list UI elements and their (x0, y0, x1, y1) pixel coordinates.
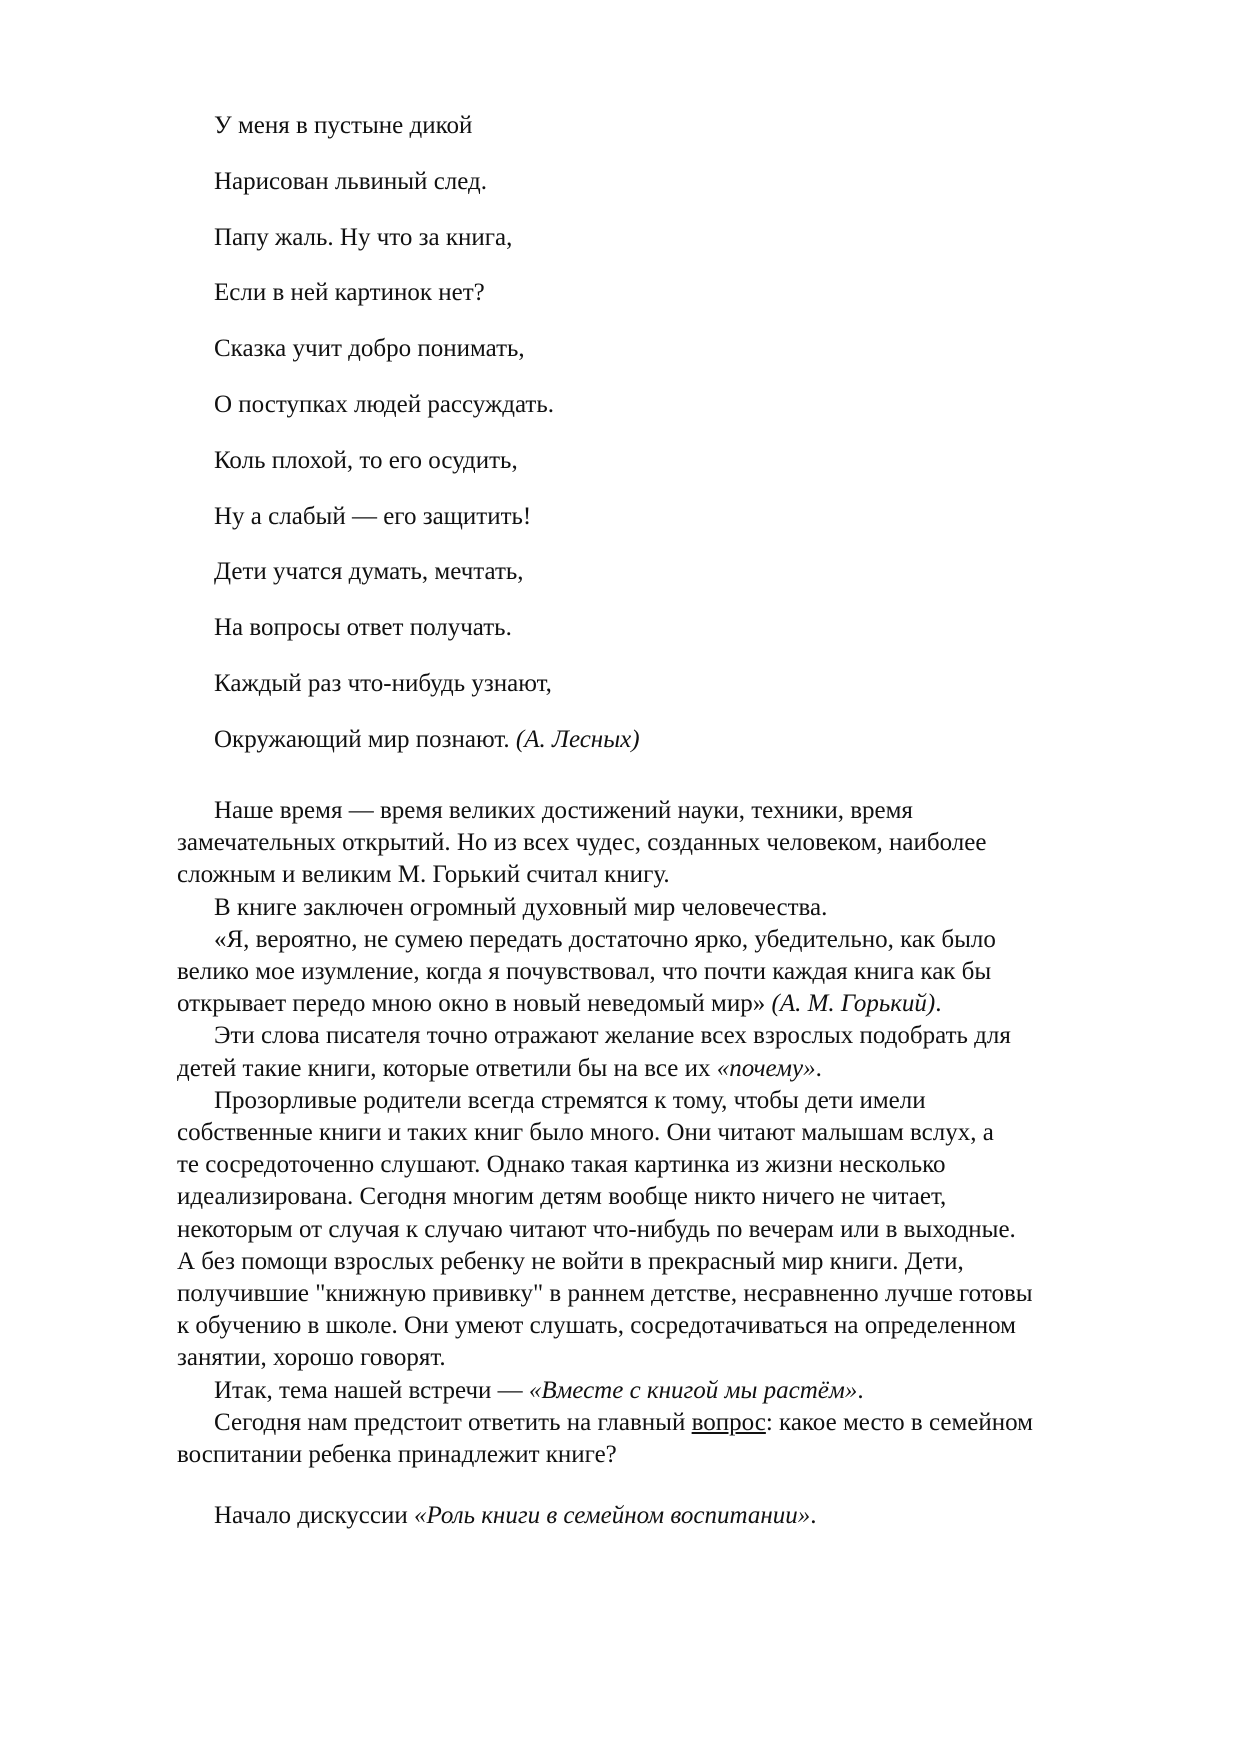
text-segment: Начало дискуссии (214, 1502, 414, 1529)
text-line: Эти слова писателя точно отражают желание всех взрослых подобрать для (214, 1022, 1011, 1050)
paragraph-7 (177, 1407, 1137, 1471)
poem-attribution: (А. Лесных) (515, 725, 640, 753)
punctuation: . (815, 1054, 822, 1082)
poem-line: Сказка учит добро понимать, (214, 335, 525, 363)
text-line: замечательных открытий. Но из всех чудес, созданных человеком, наиболее (177, 829, 987, 857)
poem-line: Дети учатся думать, мечтать, (214, 558, 524, 586)
punctuation: . (810, 1502, 817, 1529)
poem-line: Папу жаль. Ну что за книга, (214, 223, 513, 251)
discussion-start (214, 1500, 817, 1532)
text-line: те сосредоточенно слушают. Однако такая картинка из жизни несколько (177, 1151, 946, 1179)
text-segment: детей такие книги, которые ответили бы на все их (177, 1054, 717, 1082)
poem-line: Ну а слабый — его защитить! (214, 502, 532, 530)
text-line: велико мое изумление, когда я почувствовал, что почти каждая книга как бы (177, 958, 992, 986)
text-segment: Итак, тема нашей встречи — (214, 1376, 529, 1404)
paragraph-4 (177, 1020, 1137, 1084)
text-line: идеализирована. Сегодня многим детям вообще никто ничего не читает, (177, 1183, 947, 1211)
text-segment: Сегодня нам предстоит ответить на главный (214, 1408, 692, 1436)
discussion-title: «Роль книги в семейном воспитании» (413, 1502, 811, 1529)
poem-line: О поступках людей рассуждать. (214, 390, 554, 418)
text-line (177, 1053, 1137, 1085)
text-line: Прозорливые родители всегда стремятся к тому, чтобы дети имели (214, 1086, 926, 1114)
text-line (177, 1375, 1137, 1407)
paragraph-2 (177, 892, 1137, 924)
poem-line: Если в ней картинок нет? (214, 279, 485, 307)
poem-line: Нарисован львиный след. (214, 167, 487, 195)
paragraph-6-topic (177, 1375, 1137, 1407)
text-line: А без помощи взрослых ребенку не войти в прекрасный мир книги. Дети, (177, 1247, 964, 1275)
paragraph-1 (177, 795, 1137, 892)
meeting-topic: «Вместе с книгой мы растём» (528, 1376, 858, 1404)
paragraph-3-quote (177, 924, 1137, 1021)
poem-line: У меня в пустыне дикой (214, 112, 473, 139)
poem (214, 112, 640, 754)
text-line: Наше время — время великих достижений науки, техники, время (214, 797, 913, 824)
quote-attribution: (А. М. Горький) (771, 990, 936, 1018)
body-text (177, 795, 1137, 1471)
quote-end-text: открывает передо мною окно в новый неведомый мир» (177, 990, 772, 1018)
text-line (177, 988, 1137, 1020)
underlined-link[interactable]: вопрос (691, 1408, 766, 1436)
punctuation: . (857, 1376, 864, 1404)
poem-line: Коль плохой, то его осудить, (214, 446, 518, 474)
punctuation: . (935, 990, 942, 1018)
text-line: собственные книги и таких книг было много. Они читают малышам вслух, а (177, 1119, 994, 1147)
paragraph-5 (177, 1085, 1137, 1375)
text-line: некоторым от случая к случаю читают что-нибудь по вечерам или в выходные. (177, 1215, 1016, 1243)
poem-line: На вопросы ответ получать. (214, 614, 512, 642)
poem-last-line-text: Окружающий мир познают. (214, 725, 516, 753)
text-line: воспитании ребенка принадлежит книге? (177, 1441, 617, 1469)
text-line (177, 1407, 1137, 1439)
poem-last-line (214, 726, 640, 754)
text-line: получившие "книжную прививку" в раннем детстве, несравненно лучше готовы (177, 1280, 1033, 1308)
text-line: к обучению в школе. Они умеют слушать, сосредотачиваться на определенном (177, 1312, 1016, 1340)
poem-line: Каждый раз что-нибудь узнают, (214, 669, 552, 697)
text-line: занятии, хорошо говорят. (177, 1344, 446, 1372)
text-segment: : какое место в семейном (765, 1408, 1033, 1436)
text-line: сложным и великим М. Горький считал книгу. (177, 861, 670, 889)
text-line: «Я, вероятно, не сумею передать достаточно ярко, убедительно, как было (214, 925, 996, 953)
italic-phrase: «почему» (716, 1054, 816, 1082)
text-line: В книге заключен огромный духовный мир человечества. (214, 893, 828, 921)
